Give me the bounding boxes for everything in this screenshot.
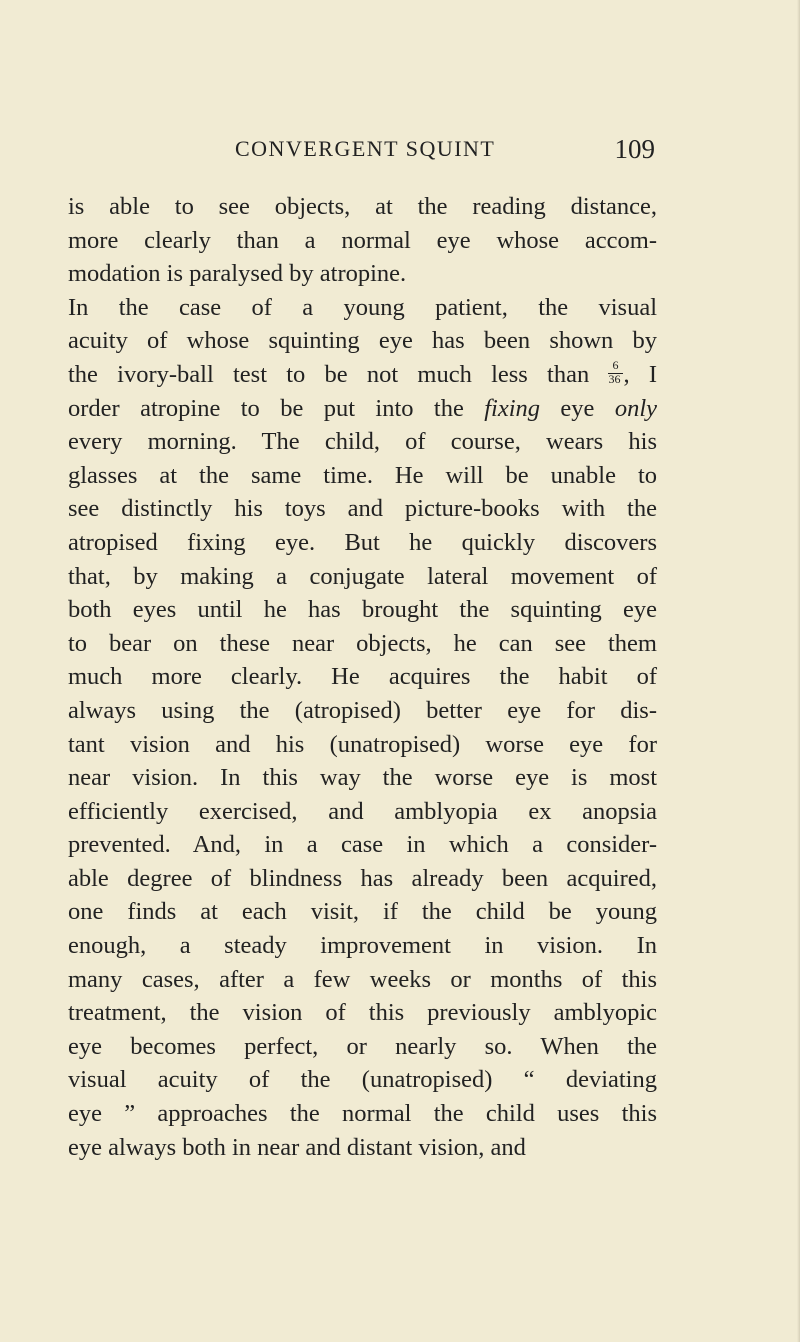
running-head xyxy=(235,136,655,166)
page-number: 109 xyxy=(614,134,655,164)
text-line: efficiently exercised, and amblyopia ex anopsia xyxy=(68,797,657,825)
body-text xyxy=(68,190,657,1164)
fixing-line-text: order atropine to be put into the xyxy=(68,394,464,422)
text-line: that, by making a conjugate lateral movement of xyxy=(68,562,657,590)
text-line: see distinctly his toys and picture-books with the xyxy=(68,495,657,523)
running-title: CONVERGENT SQUINT xyxy=(235,136,496,161)
text-line: both eyes until he has brought the squinting eye xyxy=(68,596,657,624)
italic-fixing: fixing xyxy=(484,394,541,422)
text-line: one finds at each visit, if the child be young xyxy=(68,898,657,926)
text-line: every morning. The child, of course, wears his xyxy=(68,428,657,456)
text-line: to bear on these near objects, he can see them xyxy=(68,629,657,657)
text-line: near vision. In this way the worse eye is most xyxy=(68,764,657,792)
text-line: many cases, after a few weeks or months of this xyxy=(68,965,657,993)
text-line: much more clearly. He acquires the habit of xyxy=(68,663,657,691)
fraction-line-tail: , I xyxy=(623,360,657,388)
fraction-numerator: 6 xyxy=(612,357,619,372)
text-line: eye becomes perfect, or nearly so. When the xyxy=(68,1032,657,1060)
text-line: visual acuity of the (unatropised) “ deviating xyxy=(68,1066,657,1094)
fixing-line-eye: eye xyxy=(560,394,595,422)
text-line: modation is paralysed by atropine. xyxy=(68,260,407,288)
text-line: tant vision and his (unatropised) worse eye for xyxy=(68,730,657,758)
fraction xyxy=(608,357,623,386)
text-line-fraction xyxy=(68,358,657,392)
fraction-denominator: 36 xyxy=(608,371,621,386)
text-line: more clearly than a normal eye whose accom- xyxy=(68,226,657,254)
paragraph-start: In the case of a young patient, the visual xyxy=(68,293,657,321)
text-line xyxy=(68,291,657,325)
text-line: eye always both in near and distant vision, and xyxy=(68,1133,526,1161)
text-line: treatment, the vision of this previously amblyopic xyxy=(68,999,657,1027)
text-line: glasses at the same time. He will be unable to xyxy=(68,461,657,489)
text-line: eye ” approaches the normal the child uses this xyxy=(68,1100,657,1128)
text-line: enough, a steady improvement in vision. In xyxy=(68,932,657,960)
text-line-italic xyxy=(68,392,657,426)
text-line: prevented. And, in a case in which a consider- xyxy=(68,831,657,859)
text-line: acuity of whose squinting eye has been shown by xyxy=(68,327,657,355)
text-line: always using the (atropised) better eye for dis- xyxy=(68,696,657,724)
fraction-line-text: the ivory-ball test to be not much less than xyxy=(68,360,590,388)
italic-only: only xyxy=(614,394,657,422)
text-line: able degree of blindness has already been acquired, xyxy=(68,864,657,892)
text-line: atropised fixing eye. But he quickly discovers xyxy=(68,528,657,556)
text-line: is able to see objects, at the reading distance, xyxy=(68,193,657,220)
